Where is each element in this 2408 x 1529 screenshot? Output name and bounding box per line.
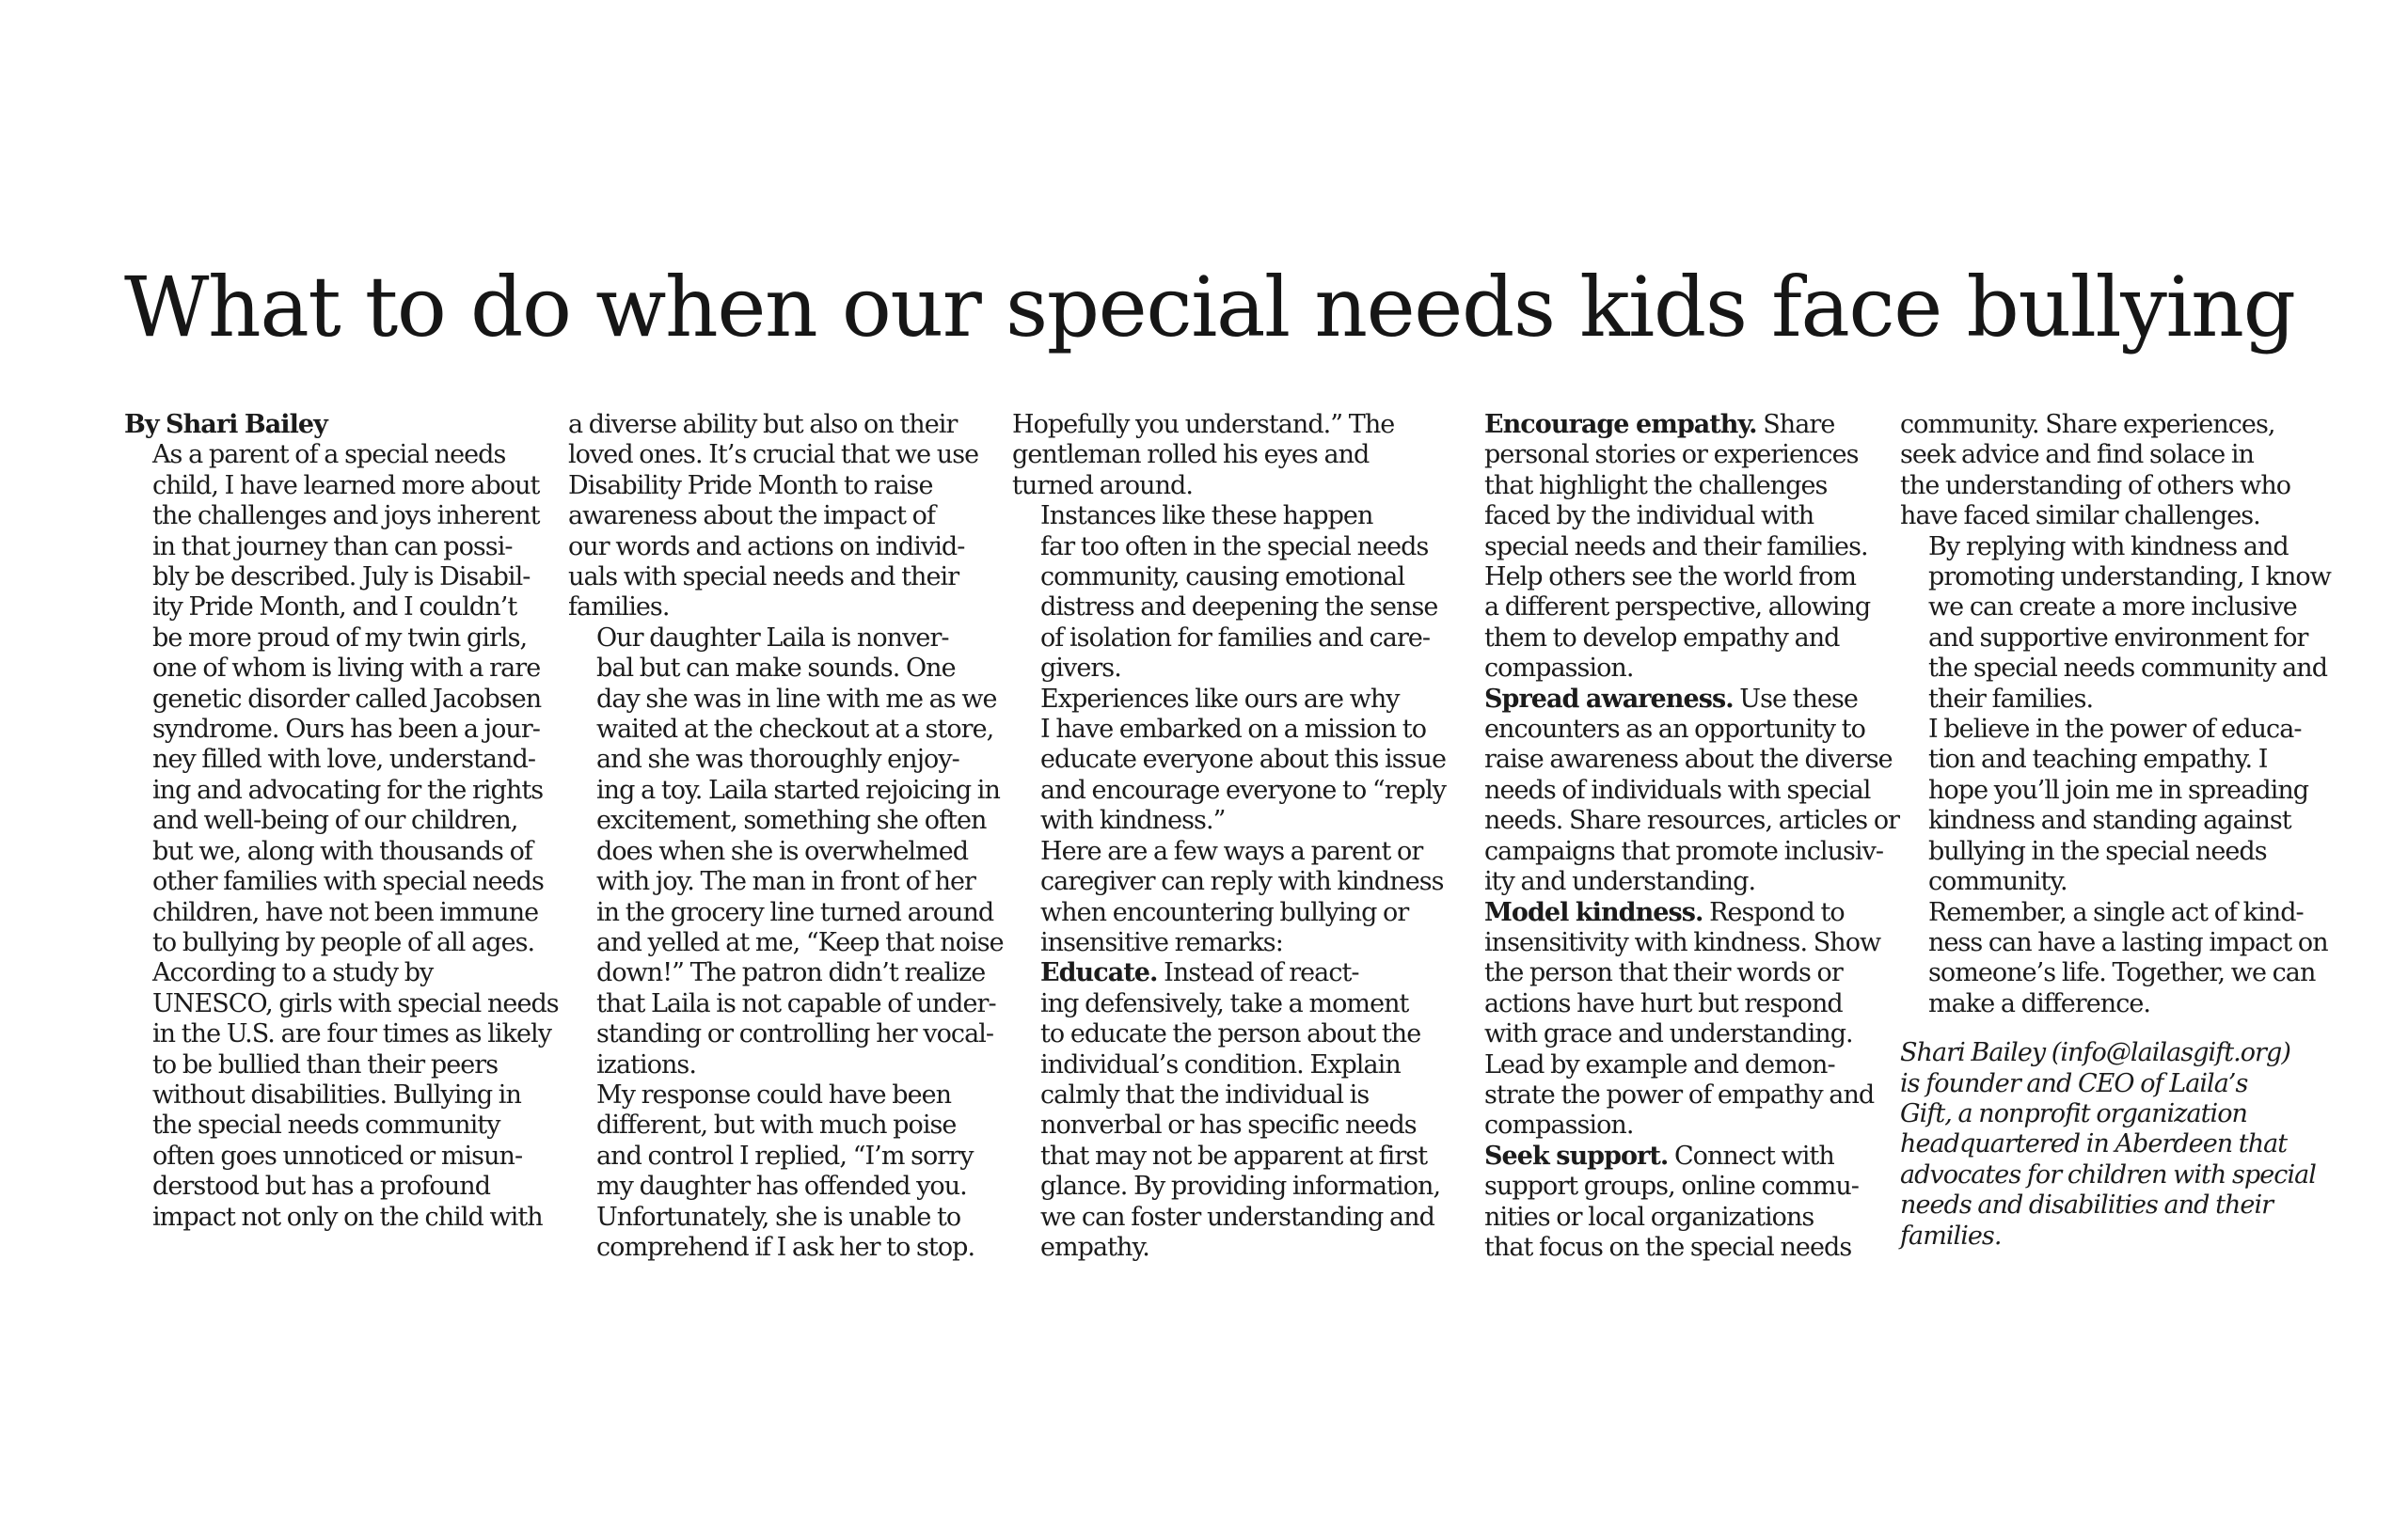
text-line: Hopefully you understand.” The (1012, 410, 1395, 439)
text-line: bal but can make sounds. One (596, 654, 956, 684)
text-line: genetic disorder called Jacobsen (152, 684, 542, 714)
tip-lead-empathy: Encourage empathy. (1484, 410, 1757, 439)
text-line: different, but with much poise (596, 1111, 957, 1141)
text-line: we can foster understanding and (1040, 1202, 1434, 1232)
text-line: glance. By providing information, (1040, 1172, 1441, 1202)
text-line: bly be described. July is Disabil- (152, 562, 531, 592)
text-line: Lead by example and demon- (1484, 1049, 1835, 1080)
text-line: Disability Pride Month to raise (568, 470, 933, 500)
text-line: does when she is overwhelmed (596, 836, 969, 866)
bio-line: Shari Bailey (info@lailasgift.org) (1900, 1038, 2290, 1068)
text-line: with kindness.” (1040, 806, 1226, 836)
bio-line: needs and disabilities and their (1900, 1190, 2273, 1221)
text-line: ness can have a lasting impact on (1928, 927, 2328, 957)
text-line: According to a study by (152, 958, 434, 988)
text-line: the challenges and joys inherent (152, 501, 540, 531)
text-line: campaigns that promote inclusiv- (1484, 836, 1884, 866)
text-line (1456, 685, 1870, 715)
article-column-1 (124, 410, 559, 1233)
text-line: loved ones. It’s crucial that we use (568, 440, 979, 470)
text-line: turned around. (1012, 470, 1193, 500)
text-line: encounters as an opportunity to (1484, 715, 1865, 745)
headline: What to do when our special needs kids face bullying (124, 259, 2295, 355)
paragraph (1012, 836, 1444, 959)
text-line: ity and understanding. (1484, 867, 1756, 897)
paragraph (1012, 410, 1426, 501)
text-line (1456, 1142, 1870, 1172)
tip-text: Connect with (1668, 1141, 1834, 1171)
text-line: personal stories or experiences (1484, 440, 1859, 470)
text-line: them to develop empathy and (1484, 623, 1840, 653)
article-column-5 (1900, 410, 2331, 1252)
text-line: with grace and understanding. (1484, 1019, 1853, 1049)
text-line: day she was in line with me as we (596, 684, 997, 714)
text-line (1456, 410, 1870, 440)
text-line: we can create a more inclusive (1928, 592, 2297, 623)
text-line: empathy. (1040, 1232, 1149, 1262)
tip-text: Use these (1733, 684, 1858, 714)
text-line: needs of individuals with special (1484, 775, 1871, 805)
text-line: and control I replied, “I’m sorry (596, 1141, 974, 1171)
text-line: Unfortunately, she is unable to (596, 1202, 961, 1232)
text-line: their families. (1928, 684, 2094, 714)
text-line: families. (568, 592, 670, 623)
bio-line: advocates for children with special (1900, 1159, 2316, 1190)
text-line: ing defensively, take a moment (1040, 988, 1409, 1018)
article-column-2 (568, 410, 1004, 1263)
text-line: awareness about the impact of (568, 501, 935, 531)
text-line: ing and advocating for the rights (152, 775, 544, 805)
tip-paragraph-empathy (1456, 410, 1870, 685)
text-line: our words and actions on individ- (568, 531, 965, 561)
text-line: that Laila is not capable of under- (596, 988, 996, 1018)
text-line: and encourage everyone to “reply (1040, 775, 1447, 805)
text-line: impact not only on the child with (152, 1202, 543, 1232)
text-line: the person that their words or (1484, 958, 1843, 988)
text-line: needs. Share resources, articles or (1484, 806, 1900, 836)
paragraph (1900, 531, 2331, 715)
text-line: down!” The patron didn’t realize (596, 958, 986, 988)
tip-lead-educate: Educate. (1040, 958, 1158, 988)
text-line: support groups, online commu- (1484, 1172, 1859, 1202)
tip-paragraph-kindness (1456, 897, 1881, 1142)
text-line: with joy. The man in front of her (596, 867, 975, 897)
bio-line: headquartered in Aberdeen that (1900, 1129, 2288, 1159)
paragraph (568, 410, 982, 623)
text-line: Help others see the world from (1484, 562, 1857, 592)
text-line: waited at the checkout at a store, (596, 715, 994, 745)
tip-lead-support: Seek support. (1484, 1141, 1669, 1171)
text-line: faced by the individual with (1484, 501, 1814, 531)
text-line: ney filled with love, understand- (152, 745, 535, 775)
text-line: have faced similar challenges. (1900, 501, 2260, 531)
text-line: standing or controlling her vocal- (596, 1019, 994, 1049)
text-line: Remember, a single act of kind- (1928, 897, 2304, 927)
text-line: As a parent of a special needs (152, 440, 506, 470)
text-line: I have embarked on a mission to (1040, 715, 1426, 745)
text-line: izations. (596, 1049, 696, 1080)
text-line: community. Share experiences, (1900, 410, 2275, 439)
tip-lead-awareness: Spread awareness. (1484, 684, 1734, 714)
text-line: strate the power of empathy and (1484, 1080, 1875, 1110)
text-line: caregiver can reply with kindness (1040, 867, 1444, 897)
text-line: nities or local organizations (1484, 1202, 1814, 1232)
text-line: a different perspective, allowing (1484, 592, 1871, 623)
text-line: excitement, something she often (596, 806, 987, 836)
text-line: one of whom is living with a rare (152, 654, 541, 684)
text-line: in the grocery line turned around (596, 897, 994, 927)
text-line: insensitive remarks: (1040, 927, 1283, 957)
text-line: to educate the person about the (1040, 1019, 1421, 1049)
text-line (1012, 958, 1426, 988)
author-bio (1900, 1038, 2314, 1252)
text-line: nonverbal or has specific needs (1040, 1111, 1417, 1141)
text-line: comprehend if I ask her to stop. (596, 1232, 975, 1262)
text-line: givers. (1040, 654, 1121, 684)
byline: By Shari Bailey (124, 410, 327, 439)
text-line: but we, along with thousands of (152, 836, 532, 866)
tip-text: Respond to (1703, 897, 1845, 927)
paragraph (124, 440, 544, 958)
text-line: make a difference. (1928, 988, 2151, 1018)
text-line: and well-being of our children, (152, 806, 518, 836)
tip-text: Share (1756, 410, 1835, 439)
text-line: child, I have learned more about (152, 470, 540, 500)
text-line: insensitivity with kindness. Show (1484, 927, 1881, 957)
text-line: that highlight the challenges (1484, 470, 1828, 500)
text-line: gentleman rolled his eyes and (1012, 440, 1370, 470)
text-line: in the U.S. are four times as likely (152, 1019, 551, 1049)
tip-lead-kindness: Model kindness. (1484, 897, 1703, 927)
bio-line: is founder and CEO of Laila’s (1900, 1068, 2248, 1098)
text-line: other families with special needs (152, 867, 544, 897)
text-line: the special needs community and (1928, 654, 2328, 684)
text-line: children, have not been immune (152, 897, 539, 927)
text-line: ity Pride Month, and I couldn’t (152, 592, 517, 623)
tip-text: Instead of react- (1157, 958, 1359, 988)
text-line: to bullying by people of all ages. (152, 927, 535, 957)
text-line: promoting understanding, I know (1928, 562, 2331, 592)
text-line: without disabilities. Bullying in (152, 1080, 521, 1110)
text-line: compassion. (1484, 654, 1634, 684)
text-line: raise awareness about the diverse (1484, 745, 1893, 775)
text-line: actions have hurt but respond (1484, 988, 1843, 1018)
article-column-4 (1456, 410, 1900, 1263)
text-line: hope you’ll join me in spreading (1928, 775, 2309, 805)
paragraph (568, 1080, 982, 1263)
text-line: far too often in the special needs (1040, 531, 1429, 561)
text-line: a diverse ability but also on their (568, 410, 958, 439)
text-line: individual’s condition. Explain (1040, 1049, 1401, 1080)
text-line: kindness and standing against (1928, 806, 2291, 836)
paragraph (1900, 715, 2314, 897)
bio-line: families. (1900, 1221, 2002, 1251)
text-line: Experiences like ours are why (1040, 684, 1400, 714)
text-line: community. (1928, 867, 2067, 897)
text-line: be more proud of my twin girls, (152, 623, 528, 653)
paragraph (1900, 897, 2328, 1020)
text-line: and she was thoroughly enjoy- (596, 745, 959, 775)
tip-paragraph-awareness (1456, 684, 1900, 898)
text-line: special needs and their families. (1484, 531, 1868, 561)
text-line: often goes unnoticed or misun- (152, 1141, 523, 1171)
text-line: uals with special needs and their (568, 562, 959, 592)
tip-paragraph-support (1456, 1142, 1870, 1264)
text-line: distress and deepening the sense (1040, 592, 1438, 623)
text-line: the understanding of others who (1900, 470, 2291, 500)
text-line: syndrome. Ours has been a jour- (152, 715, 540, 745)
text-line: My response could have been (596, 1080, 952, 1110)
text-line: tion and teaching empathy. I (1928, 745, 2268, 775)
text-line: to be bullied than their peers (152, 1049, 499, 1080)
text-line: my daughter has offended you. (596, 1172, 967, 1202)
paragraph (1012, 684, 1447, 837)
text-line: compassion. (1484, 1111, 1634, 1141)
paragraph (124, 958, 559, 1233)
text-line: and supportive environment for (1928, 623, 2308, 653)
paragraph (1012, 501, 1438, 684)
text-line: community, causing emotional (1040, 562, 1405, 592)
text-line: Instances like these happen (1040, 501, 1373, 531)
text-line: Our daughter Laila is nonver- (596, 623, 949, 653)
paragraph (568, 623, 1004, 1080)
text-line: seek advice and find solace in (1900, 440, 2254, 470)
text-line: that may not be apparent at first (1040, 1141, 1428, 1171)
text-line: of isolation for families and care- (1040, 623, 1431, 653)
text-line: I believe in the power of educa- (1928, 715, 2302, 745)
text-line: educate everyone about this issue (1040, 745, 1446, 775)
text-line: ing a toy. Laila started rejoicing in (596, 775, 1000, 805)
text-line: in that journey than can possi- (152, 531, 513, 561)
text-line: when encountering bullying or (1040, 897, 1409, 927)
text-line: UNESCO, girls with special needs (152, 988, 559, 1018)
text-line: bullying in the special needs (1928, 836, 2267, 866)
text-line: the special needs community (152, 1111, 500, 1141)
text-line: someone’s life. Together, we can (1928, 958, 2316, 988)
tip-paragraph-educate (1012, 958, 1441, 1263)
text-line: that focus on the special needs (1484, 1232, 1852, 1262)
bio-line: Gift, a nonprofit organization (1900, 1098, 2247, 1128)
text-line: and yelled at me, “Keep that noise (596, 927, 1004, 957)
text-line: Here are a few ways a parent or (1040, 836, 1423, 866)
article-column-3 (1012, 410, 1447, 1263)
paragraph (1900, 410, 2314, 532)
text-line (1456, 898, 1870, 928)
text-line: derstood but has a profound (152, 1172, 491, 1202)
text-line: calmly that the individual is (1040, 1080, 1370, 1110)
text-line: By replying with kindness and (1928, 531, 2289, 561)
